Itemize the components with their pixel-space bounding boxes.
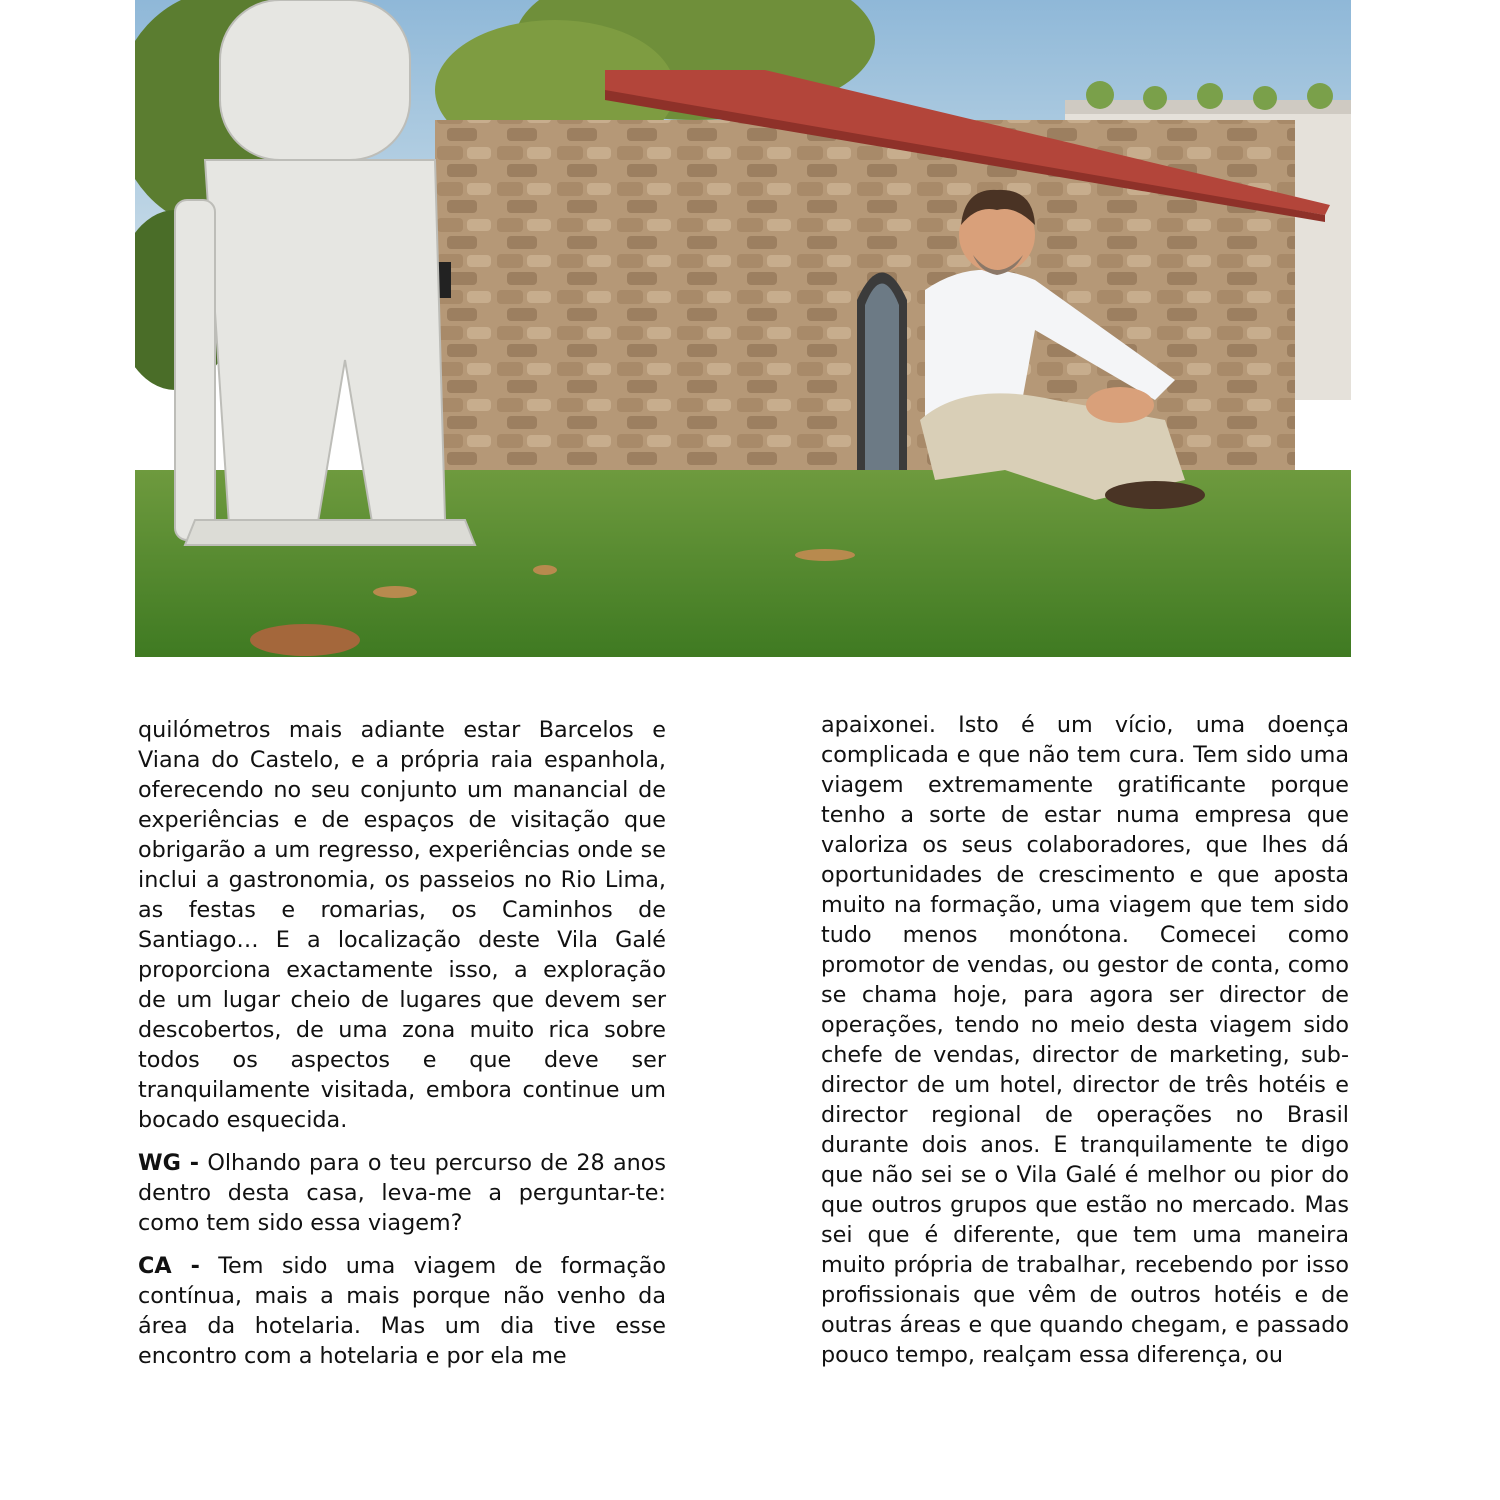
speaker-wg: WG -	[138, 1150, 200, 1176]
speaker-ca: CA -	[138, 1253, 200, 1279]
article-column-right	[821, 710, 1349, 1370]
article-photo	[135, 0, 1351, 657]
interview-question	[138, 1148, 666, 1238]
paragraph-continuation: quilómetros mais adiante estar Barcelos e Viana do Castelo, e a própria raia espanhola, oferecendo no seu conjunto um manancial de experiências e de espaços de visitação que obrigarão a um regresso, experiências onde se inclui a gastronomia, os passeios no Rio Lima, as festas e romarias, os Caminhos de Santiago… E a localização deste Vila Galé proporciona exactamente isso, a exploração de um lugar cheio de lugares que devem ser descobertos, de uma zona muito rica sobre todos os aspectos e que deve ser tranquilamente visitada, embora continue um bocado esquecida.	[138, 717, 666, 1133]
answer-text: Tem sido uma viagem de formação contínua, mais a mais porque não venho da área da hotelaria. Mas um dia tive esse encontro com a hotelaria e por ela me	[138, 1253, 666, 1369]
interview-answer	[138, 1251, 666, 1371]
photo-illustration	[135, 0, 1351, 657]
question-text: Olhando para o teu percurso de 28 anos dentro desta casa, leva-me a perguntar-te: como tem sido essa viagem?	[138, 1150, 666, 1236]
article-column-left	[138, 715, 666, 1371]
answer-continuation: apaixonei. Isto é um vício, uma doença complicada e que não tem cura. Tem sido uma viagem extremamente gratificante porque tenho a sorte de estar numa empresa que valoriza os seus colaboradores, que lhes dá oportunidades de crescimento e que aposta muito na formação, uma viagem que tem sido tudo menos monótona. Comecei como promotor de vendas, ou gestor de conta, como se chama hoje, para agora ser director de operações, tendo no meio desta viagem sido chefe de vendas, director de marketing, sub-director de um hotel, director de três hotéis e director regional de operações no Brasil durante dois anos. E tranquilamente te digo que não sei se o Vila Galé é melhor ou pior do que outros grupos que estão no mercado. Mas sei que é diferente, que tem uma maneira muito própria de trabalhar, recebendo por isso profissionais que vêm de outros hotéis e de outras áreas e que quando chegam, e passado pouco tempo, realçam essa diferença, ou	[821, 712, 1349, 1368]
